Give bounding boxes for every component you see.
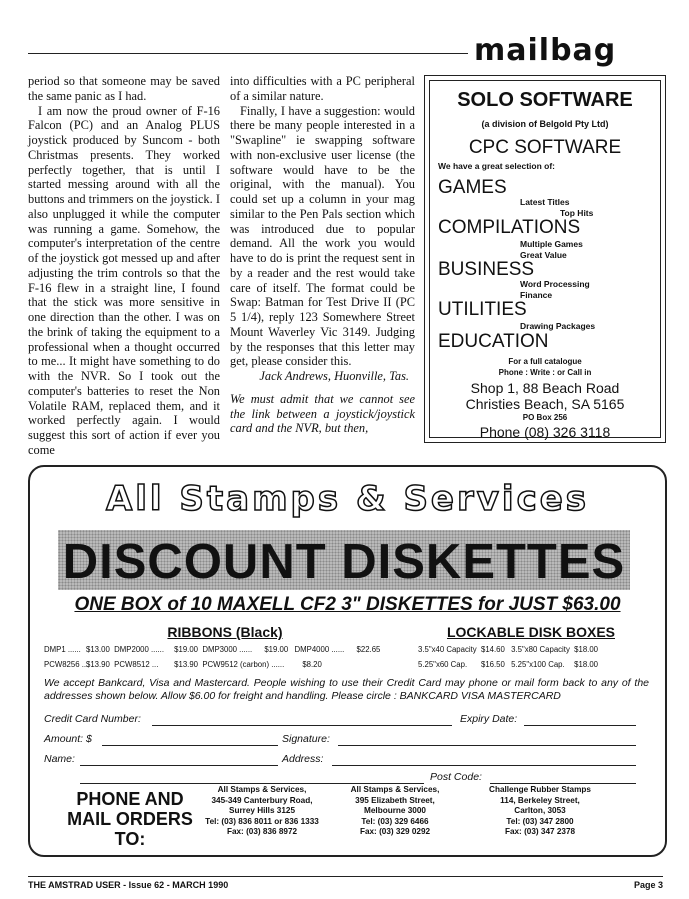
category-education: EDUCATION: [438, 331, 549, 352]
header-rule: [28, 53, 468, 54]
discount-banner-text: DISCOUNT DISKETTES: [62, 535, 626, 589]
box-price: $16.50: [481, 660, 505, 669]
address-label: Address:: [282, 753, 324, 765]
stamps-title: All Stamps & Services: [105, 479, 590, 519]
ribbon-price: $13.90: [174, 660, 199, 669]
editor-note: We must admit that we cannot see the link between a joystick/joystick card and the NVR, but then,: [230, 391, 415, 436]
address-block-2: [330, 785, 460, 838]
discount-banner: [58, 530, 630, 590]
ribbon-item: DMP2000 ......: [114, 645, 165, 654]
ribbon-price: $19.00: [264, 645, 289, 654]
address-field[interactable]: [332, 765, 636, 766]
category-sub: Latest Titles: [520, 197, 570, 207]
phone-mail-line: TO:: [114, 829, 146, 849]
address-line: Tel: (03) 329 6466: [361, 816, 429, 826]
solo-division: (a division of Belgold Pty Ltd): [481, 119, 609, 129]
solo-ad-inner: [429, 80, 661, 438]
footer-publication: THE AMSTRAD USER - Issue 62 - MARCH 1990: [28, 880, 229, 890]
footer-page-number: Page 3: [633, 880, 663, 890]
ribbon-item: PCW8256 ...: [44, 660, 89, 669]
ribbon-item: DMP4000 ......: [294, 645, 345, 654]
ribbon-price: $19.00: [174, 645, 199, 654]
ribbon-price: $22.65: [356, 645, 381, 654]
article-paragraph: I am now the proud owner of F-16 Falcon (PC) and an Analog PLUS joystick produced by Suncom - both Christmas presents. They worked perfectly together, that is until I started messing around with all the buttons and trimmers on the joystick. I also unplugged it while the computer was running a game. Somehow, the computer's interpretation of the centre of the joystick got messed up and after adjusting the trim controls so that the F-16 flew in a straight line, I found that the stick was more sensitive in one direction than the other. I was on the brink of taking the equipment to a professional when a thought occurred to me... It might have something to do with the NVR. So I took out the computer's batteries to reset the Non Volatile RAM, replaced them, and it worked perfectly again. I would suggest this sort of action if ever you come: [28, 103, 220, 457]
name-label: Name:: [44, 753, 75, 765]
section-title: mailbag: [474, 33, 617, 68]
ribbons-heading: RIBBONS (Black): [167, 624, 283, 640]
card-number-field[interactable]: [152, 725, 452, 726]
category-compilations: COMPILATIONS: [438, 217, 581, 238]
category-sub: Word Processing: [520, 279, 590, 289]
article-paragraph: period so that someone may be saved the same panic as I had.: [28, 74, 220, 103]
diskette-offer: ONE BOX of 10 MAXELL CF2 3" DISKETTES for JUST $63.00: [74, 594, 621, 615]
post-code-field[interactable]: [490, 783, 636, 784]
article-paragraph: into difficulties with a PC peripheral of a similar nature.: [230, 74, 415, 103]
article-paragraph: Finally, I have a suggestion: would there be many people interested in a "Swapline" ie swapping software with non-exclusive user license (the software would have to be the original, with the manual). You could set up a column in your mag similar to the Pen Pals section which was introduced due to popular demand. All the work you would have to do is print the request sent in by a reader and the rest would take care of itself. The format could be Swap: Batman for Test Drive II (PC 5 1/4), reply 123 Somewhere Street Mount Waverley Vic 3149. Judging by the responses that this letter may get, please consider this.: [230, 103, 415, 369]
address-line: All Stamps & Services,: [350, 785, 440, 794]
address-line: Fax: (03) 836 8972: [226, 827, 298, 836]
address-block-3: [470, 785, 610, 838]
expiry-label: Expiry Date:: [460, 713, 518, 725]
expiry-field[interactable]: [524, 725, 636, 726]
signature-label: Signature:: [282, 733, 330, 745]
box-item: 5.25"x60 Cap.: [418, 660, 468, 669]
box-item: 5.25"x100 Cap.: [511, 660, 565, 669]
category-sub: Finance: [520, 290, 553, 300]
ribbon-item: PCW9512 (carbon) ......: [202, 660, 285, 669]
ribbon-price: $8.20: [302, 660, 322, 669]
ribbon-item: DMP3000 ......: [202, 645, 253, 654]
solo-address-1: Shop 1, 88 Beach Road: [470, 380, 620, 396]
boxes-row: [418, 660, 598, 669]
post-code-label: Post Code:: [430, 771, 482, 783]
boxes-row: [418, 645, 598, 654]
address-line: All Stamps & Services,: [217, 785, 307, 794]
address-line: Carlton, 3053: [514, 806, 566, 815]
ribbons-row: [44, 645, 385, 654]
amount-field[interactable]: [102, 745, 278, 746]
address-line: 114, Berkeley Street,: [500, 795, 580, 805]
address-line: 345-349 Canterbury Road,: [211, 795, 313, 805]
phone-mail-line: PHONE AND: [76, 789, 184, 809]
solo-tagline: We have a great selection of:: [438, 161, 555, 171]
solo-phone: Phone (08) 326 3118: [479, 424, 611, 440]
name-field[interactable]: [80, 765, 278, 766]
address-block-1: [182, 785, 342, 838]
category-sub: Drawing Packages: [520, 321, 596, 331]
address-line: Tel: (03) 347 2800: [506, 816, 574, 826]
address-line: Challenge Rubber Stamps: [489, 785, 591, 794]
catalogue-note: For a full catalogue: [508, 357, 582, 366]
category-sub: Top Hits: [560, 208, 594, 218]
category-sub: Multiple Games: [520, 239, 583, 249]
article-column-2: [230, 74, 415, 436]
address-line: 395 Elizabeth Street,: [355, 795, 435, 805]
address-line: Fax: (03) 347 2378: [504, 827, 576, 836]
spacer: [230, 384, 415, 392]
address-line: Tel: (03) 836 8011 or 836 1333: [205, 816, 319, 826]
solo-software-ad: [424, 75, 666, 443]
phone-mail-orders: [60, 789, 200, 849]
contact-modes: Phone : Write : or Call in: [498, 368, 592, 377]
phone-mail-line: MAIL ORDERS: [67, 809, 193, 829]
amount-label: Amount: $: [44, 733, 92, 745]
category-utilities: UTILITIES: [438, 299, 527, 320]
box-price: $14.60: [481, 645, 505, 654]
address-line: Surrey Hills 3125: [229, 806, 295, 815]
signature-field[interactable]: [338, 745, 636, 746]
ribbons-row: [44, 660, 330, 669]
box-price: $18.00: [574, 645, 599, 654]
cpc-heading: CPC SOFTWARE: [468, 137, 622, 158]
address-line: Fax: (03) 329 0292: [359, 827, 431, 836]
address-line-2[interactable]: [80, 783, 424, 784]
solo-address-2: Christies Beach, SA 5165: [465, 396, 625, 412]
ribbon-item: PCW8512 ...: [114, 660, 159, 669]
payment-info: We accept Bankcard, Visa and Mastercard. People wishing to use their Credit Card may phone or mail form back to any of the addresses shown below. Allow $6.00 for freight and handling. Please circle : BANKCARD VISA MASTERCARD: [44, 677, 649, 702]
stamps-services-ad: [28, 465, 667, 857]
box-item: 3.5"x40 Capacity: [418, 645, 477, 654]
ribbon-item: DMP1 ......: [44, 645, 81, 654]
solo-title: SOLO SOFTWARE: [457, 89, 633, 111]
address-line: Melbourne 3000: [364, 806, 426, 815]
footer-rule: [28, 876, 663, 877]
ribbon-price: $13.90: [86, 660, 110, 669]
solo-po-box: PO Box 256: [522, 413, 568, 422]
article-column-1: [28, 74, 220, 458]
category-sub: Great Value: [520, 250, 567, 260]
card-number-label: Credit Card Number:: [44, 713, 141, 725]
box-price: $18.00: [574, 660, 599, 669]
category-games: GAMES: [438, 177, 507, 198]
box-item: 3.5"x80 Capacity: [511, 645, 570, 654]
ribbon-price: $13.00: [86, 645, 110, 654]
lockable-heading: LOCKABLE DISK BOXES: [446, 624, 615, 640]
letter-signature: Jack Andrews, Huonville, Tas.: [259, 369, 409, 383]
category-business: BUSINESS: [438, 259, 535, 280]
